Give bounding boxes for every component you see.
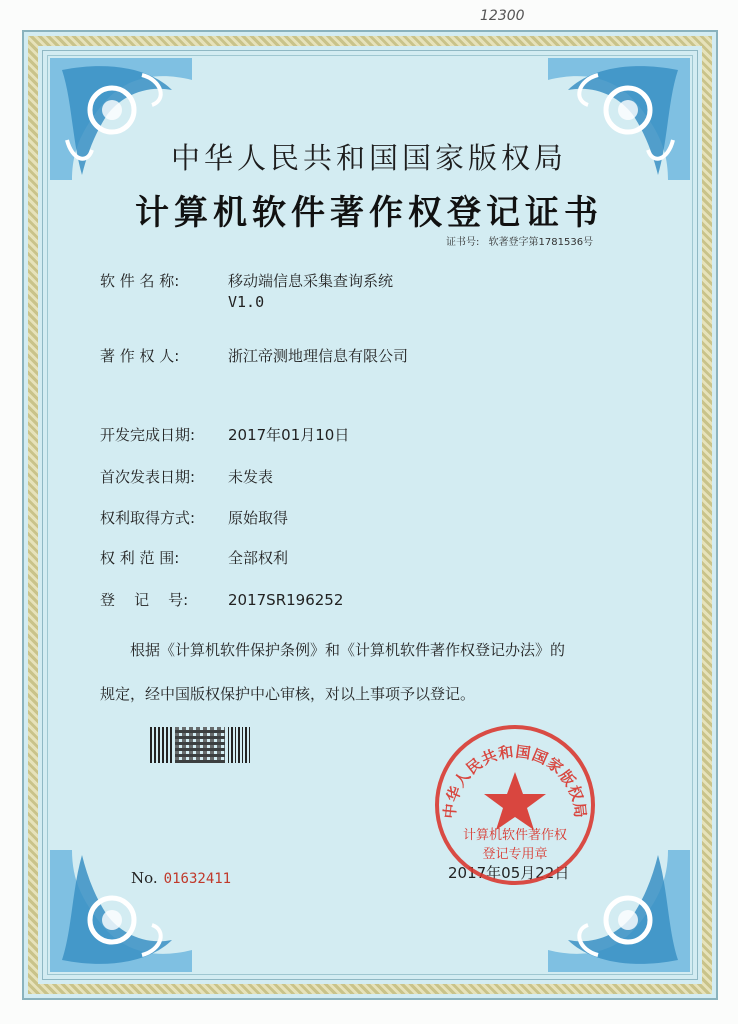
serial-number — [131, 869, 231, 887]
field-value: 原始取得 — [228, 509, 289, 527]
field-first-publish — [100, 466, 273, 487]
field-completion-date — [100, 424, 349, 445]
certificate-number-value: 软著登字第1781536号 — [488, 237, 594, 248]
field-value: 浙江帝测地理信息有限公司 — [228, 347, 409, 365]
serial-value: 01632411 — [163, 871, 232, 887]
field-label: 著 作 权 人: — [100, 347, 180, 365]
official-seal — [432, 722, 598, 888]
field-value: 全部权利 — [228, 549, 289, 567]
field-label: 首次发表日期: — [100, 468, 196, 486]
issuer-title: 中华人民共和国国家版权局 — [170, 141, 567, 175]
field-label: 软 件 名 称: — [100, 272, 180, 290]
field-value: 2017SR196252 — [228, 591, 344, 609]
certificate-number — [446, 233, 599, 248]
field-software-name — [100, 270, 393, 291]
issue-date: 2017年05月22日 — [448, 864, 570, 882]
barcode — [150, 727, 250, 763]
serial-label: No. — [131, 869, 158, 887]
statement-line-1: 根据《计算机软件保护条例》和《计算机软件著作权登记办法》的 — [130, 641, 566, 659]
field-owner — [100, 345, 408, 366]
field-registration-no — [100, 589, 343, 610]
field-value: 移动端信息采集查询系统 — [228, 272, 394, 290]
field-label: 权 利 范 围: — [100, 549, 180, 567]
seal-star — [484, 772, 546, 830]
seal-line-1: 计算机软件著作权 — [462, 828, 568, 843]
field-acquisition — [100, 507, 288, 528]
seal-ring-text: 中华人民共和国国家版权局 — [440, 742, 590, 820]
field-label: 权利取得方式: — [100, 509, 196, 527]
certificate-title: 计算机软件著作权登记证书 — [135, 193, 603, 233]
statement-line-2: 规定，经中国版权保护中心审核，对以上事项予以登记。 — [100, 685, 476, 703]
field-value: 2017年01月10日 — [228, 426, 350, 444]
field-label: 登 记 号: — [100, 591, 189, 609]
handwritten-note: 12300 — [480, 8, 525, 24]
certificate-number-label: 证书号: — [446, 237, 480, 248]
seal-line-2: 登记专用章 — [482, 847, 548, 862]
field-label: 开发完成日期: — [100, 426, 196, 444]
software-version: V1.0 — [228, 293, 265, 311]
field-value: 未发表 — [228, 468, 274, 486]
field-scope — [100, 547, 288, 568]
